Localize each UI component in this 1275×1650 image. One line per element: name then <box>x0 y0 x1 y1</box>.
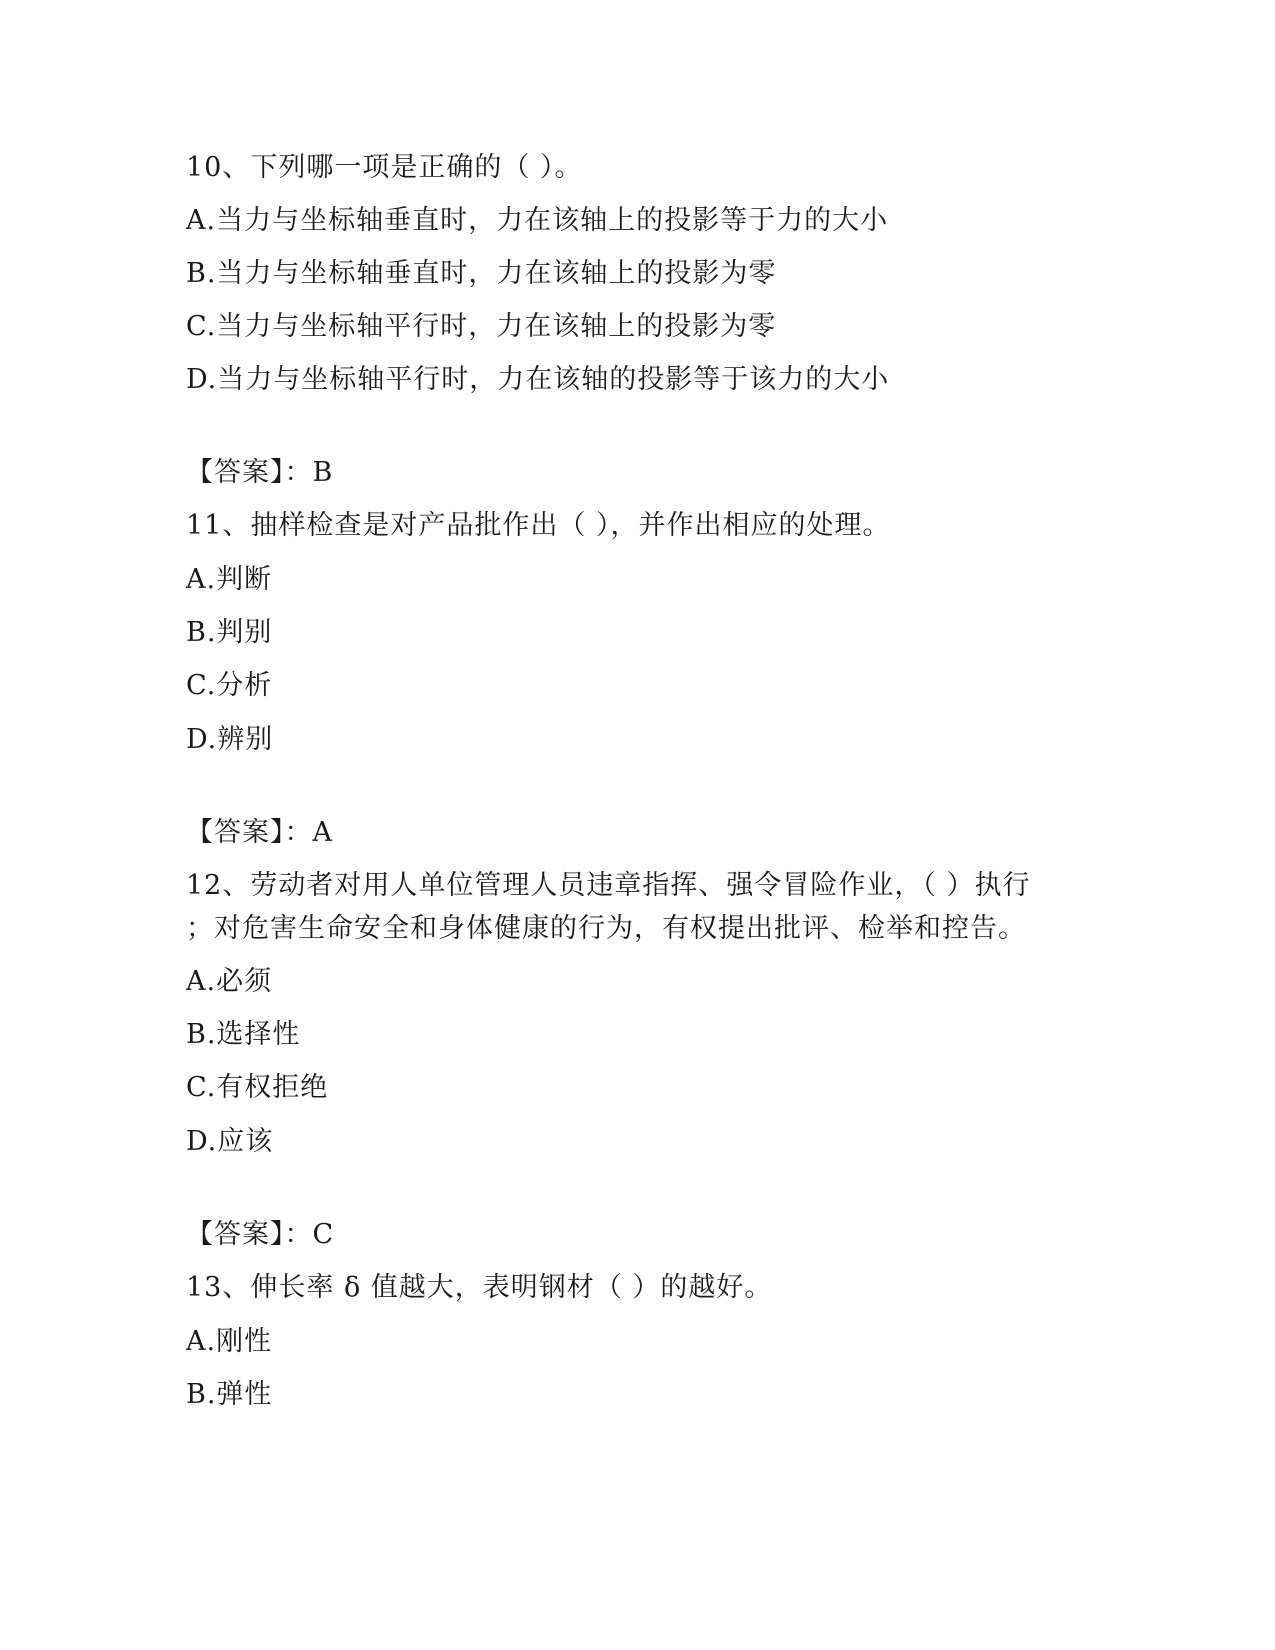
question-12-option-c: C.有权拒绝 <box>186 1072 329 1103</box>
question-10-answer: 【答案】：B <box>186 457 334 488</box>
question-12-stem-line-2: ；对危害生命安全和身体健康的行为，有权提出批评、检举和控告。 <box>186 913 1026 944</box>
question-12-option-d: D.应该 <box>186 1126 274 1157</box>
question-11-option-a: A.判断 <box>186 564 273 595</box>
question-13-option-a: A.刚性 <box>186 1326 273 1357</box>
question-11-option-d: D.辨别 <box>186 724 274 755</box>
question-12-option-a: A.必须 <box>186 966 273 997</box>
question-10-option-a: A.当力与坐标轴垂直时，力在该轴上的投影等于力的大小 <box>186 205 889 236</box>
question-13-option-b: B.弹性 <box>186 1379 273 1410</box>
question-11-option-c: C.分析 <box>186 670 273 701</box>
question-12-option-b: B.选择性 <box>186 1019 301 1050</box>
question-11-stem: 11、抽样检查是对产品批作出（ ），并作出相应的处理。 <box>186 510 891 541</box>
question-10-option-b: B.当力与坐标轴垂直时，力在该轴上的投影为零 <box>186 258 777 289</box>
question-13-stem: 13、伸长率 δ 值越大，表明钢材（ ）的越好。 <box>186 1272 773 1303</box>
question-10-option-d: D.当力与坐标轴平行时，力在该轴的投影等于该力的大小 <box>186 364 890 395</box>
question-10-stem: 10、下列哪一项是正确的（ ）。 <box>186 152 583 183</box>
question-12-answer: 【答案】：C <box>186 1219 335 1250</box>
question-11-answer: 【答案】：A <box>186 817 333 848</box>
question-11-option-b: B.判别 <box>186 617 273 648</box>
question-12-stem-line-1: 12、劳动者对用人单位管理人员违章指挥、强令冒险作业，（ ）执行 <box>186 870 1031 901</box>
question-10-option-c: C.当力与坐标轴平行时，力在该轴上的投影为零 <box>186 311 777 342</box>
